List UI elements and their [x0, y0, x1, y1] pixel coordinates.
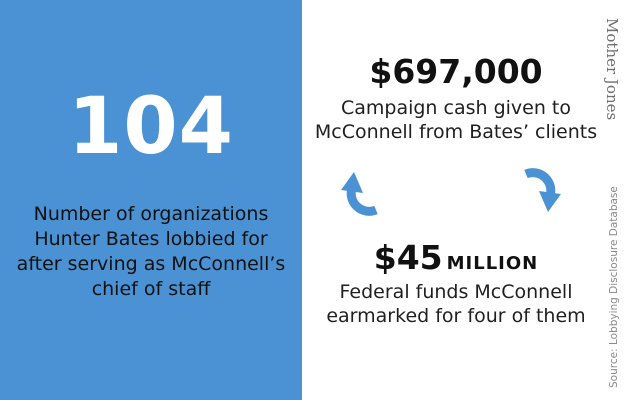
organizations-description — [0, 202, 302, 302]
description-line: earmarked for four of them — [326, 305, 586, 327]
logo-text: Mother Jones — [603, 18, 621, 121]
description-line: McConnell from Bates’ clients — [314, 121, 598, 143]
organizations-count: 104 — [68, 82, 234, 172]
mother-jones-logo — [600, 18, 624, 121]
earmark-value — [318, 238, 594, 284]
earmark-amount: $45 — [373, 238, 443, 277]
description-line: after serving as McConnell’s — [16, 253, 286, 275]
circular-arrow-down-icon — [512, 166, 564, 218]
description-line: Campaign cash given to — [340, 97, 572, 119]
campaign-cash-description — [304, 96, 608, 144]
earmark-unit: million — [446, 246, 539, 275]
source-credit — [606, 186, 624, 390]
campaign-cash-value: $697,000 — [369, 52, 543, 91]
source-text: Source: Lobbying Disclosure Database — [608, 186, 620, 388]
description-line: Federal funds McConnell — [339, 281, 573, 303]
description-line: Number of organizations — [33, 203, 269, 225]
earmark-description — [304, 280, 608, 328]
circular-arrow-up-icon — [338, 166, 390, 218]
description-line: Hunter Bates lobbied for — [34, 228, 268, 250]
left-stat-panel — [0, 0, 302, 400]
description-line: chief of staff — [91, 278, 211, 300]
